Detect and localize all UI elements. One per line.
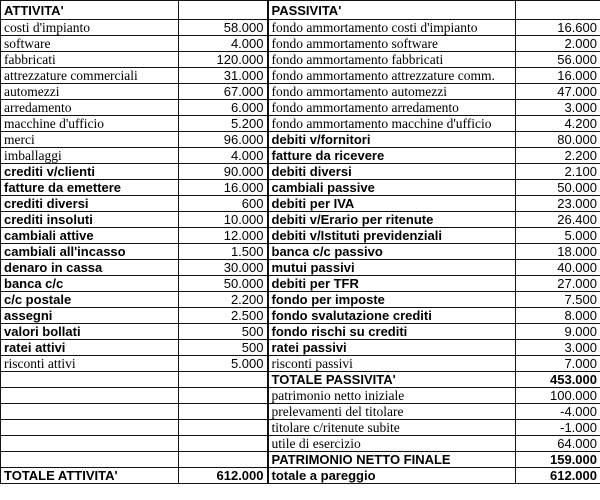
attivita-header: ATTIVITA' [1, 1, 179, 20]
attivita-label: automezzi [1, 84, 179, 100]
table-row [1, 420, 600, 436]
attivita-value [179, 420, 268, 436]
passivita-label: mutui passivi [268, 260, 516, 276]
attivita-value: 67.000 [179, 84, 268, 100]
passivita-label: debiti diversi [268, 164, 516, 180]
attivita-label: costi d'impianto [1, 20, 179, 36]
passivita-label: debiti v/Erario per ritenute [268, 212, 516, 228]
table-row [1, 212, 600, 228]
attivita-value: 5.200 [179, 116, 268, 132]
passivita-label: fondo ammortamento macchine d'ufficio [268, 116, 516, 132]
attivita-value: 2.500 [179, 308, 268, 324]
passivita-label: debiti v/Istituti previdenziali [268, 228, 516, 244]
passivita-label: patrimonio netto iniziale [268, 388, 516, 404]
attivita-label: macchine d'ufficio [1, 116, 179, 132]
passivita-label: totale a pareggio [268, 468, 516, 484]
attivita-label: TOTALE ATTIVITA' [1, 468, 179, 484]
passivita-label: debiti per TFR [268, 276, 516, 292]
passivita-label: fatture da ricevere [268, 148, 516, 164]
passivita-value: 3.000 [516, 100, 600, 116]
passivita-label: fondo svalutazione crediti [268, 308, 516, 324]
table-row [1, 196, 600, 212]
passivita-label: prelevamenti del titolare [268, 404, 516, 420]
passivita-label: debiti per IVA [268, 196, 516, 212]
passivita-label: banca c/c passivo [268, 244, 516, 260]
passivita-value: 47.000 [516, 84, 600, 100]
passivita-value: 8.000 [516, 308, 600, 324]
attivita-value: 31.000 [179, 68, 268, 84]
table-row [1, 244, 600, 260]
passivita-value: 64.000 [516, 436, 600, 452]
attivita-value [179, 372, 268, 388]
attivita-label: ratei attivi [1, 340, 179, 356]
attivita-value: 12.000 [179, 228, 268, 244]
attivita-value: 50.000 [179, 276, 268, 292]
passivita-value: 2.000 [516, 36, 600, 52]
table-row [1, 148, 600, 164]
table-row [1, 276, 600, 292]
passivita-value: 2.100 [516, 164, 600, 180]
passivita-value: 56.000 [516, 52, 600, 68]
attivita-label: assegni [1, 308, 179, 324]
attivita-value: 600 [179, 196, 268, 212]
attivita-label: banca c/c [1, 276, 179, 292]
attivita-label: risconti attivi [1, 356, 179, 372]
table-row [1, 100, 600, 116]
passivita-label: cambiali passive [268, 180, 516, 196]
passivita-value: 453.000 [516, 372, 600, 388]
attivita-label: cambiali all'incasso [1, 244, 179, 260]
attivita-label [1, 372, 179, 388]
passivita-value: 3.000 [516, 340, 600, 356]
table-row [1, 36, 600, 52]
attivita-label: software [1, 36, 179, 52]
empty-cell [516, 1, 600, 20]
attivita-value: 58.000 [179, 20, 268, 36]
attivita-value: 120.000 [179, 52, 268, 68]
table-row [1, 372, 600, 388]
table-row [1, 324, 600, 340]
table-row [1, 116, 600, 132]
passivita-value: 7.500 [516, 292, 600, 308]
passivita-value: 7.000 [516, 356, 600, 372]
attivita-label: c/c postale [1, 292, 179, 308]
attivita-value: 30.000 [179, 260, 268, 276]
attivita-value: 500 [179, 324, 268, 340]
attivita-value: 6.000 [179, 100, 268, 116]
table-row [1, 388, 600, 404]
passivita-label: fondo ammortamento costi d'impianto [268, 20, 516, 36]
table-row [1, 356, 600, 372]
table-row [1, 180, 600, 196]
passivita-value: 27.000 [516, 276, 600, 292]
passivita-value: 40.000 [516, 260, 600, 276]
attivita-label: imballaggi [1, 148, 179, 164]
passivita-value: 5.000 [516, 228, 600, 244]
table-row [1, 308, 600, 324]
passivita-header: PASSIVITA' [268, 1, 516, 20]
attivita-value: 10.000 [179, 212, 268, 228]
attivita-label: crediti v/clienti [1, 164, 179, 180]
header-row [1, 1, 600, 20]
table-row [1, 68, 600, 84]
passivita-label: fondo ammortamento software [268, 36, 516, 52]
table-row [1, 292, 600, 308]
table-row [1, 436, 600, 452]
passivita-label: fondo rischi su crediti [268, 324, 516, 340]
attivita-value: 5.000 [179, 356, 268, 372]
table-row [1, 260, 600, 276]
passivita-value: 23.000 [516, 196, 600, 212]
passivita-label: debiti v/fornitori [268, 132, 516, 148]
passivita-label: ratei passivi [268, 340, 516, 356]
table-row [1, 84, 600, 100]
table-row [1, 164, 600, 180]
passivita-label: TOTALE PASSIVITA' [268, 372, 516, 388]
passivita-value: -4.000 [516, 404, 600, 420]
table-row [1, 52, 600, 68]
table-row [1, 132, 600, 148]
attivita-label: arredamento [1, 100, 179, 116]
passivita-value: -1.000 [516, 420, 600, 436]
passivita-value: 80.000 [516, 132, 600, 148]
passivita-value: 26.400 [516, 212, 600, 228]
passivita-value: 100.000 [516, 388, 600, 404]
attivita-label: valori bollati [1, 324, 179, 340]
passivita-label: titolare c/ritenute subite [268, 420, 516, 436]
attivita-value: 16.000 [179, 180, 268, 196]
attivita-label [1, 404, 179, 420]
passivita-label: PATRIMONIO NETTO FINALE [268, 452, 516, 468]
attivita-value: 4.000 [179, 148, 268, 164]
passivita-label: risconti passivi [268, 356, 516, 372]
table-row [1, 404, 600, 420]
table-row [1, 452, 600, 468]
attivita-label: crediti diversi [1, 196, 179, 212]
passivita-value: 16.600 [516, 20, 600, 36]
attivita-label [1, 436, 179, 452]
attivita-label: fatture da emettere [1, 180, 179, 196]
passivita-value: 2.200 [516, 148, 600, 164]
attivita-value [179, 404, 268, 420]
table-row [1, 228, 600, 244]
passivita-label: fondo ammortamento attrezzature comm. [268, 68, 516, 84]
passivita-value: 612.000 [516, 468, 600, 484]
table-row [1, 20, 600, 36]
attivita-label: crediti insoluti [1, 212, 179, 228]
attivita-value: 96.000 [179, 132, 268, 148]
attivita-value: 1.500 [179, 244, 268, 260]
attivita-value [179, 436, 268, 452]
attivita-label: denaro in cassa [1, 260, 179, 276]
attivita-value: 612.000 [179, 468, 268, 484]
passivita-value: 159.000 [516, 452, 600, 468]
table-row [1, 340, 600, 356]
attivita-label: attrezzature commerciali [1, 68, 179, 84]
passivita-value: 18.000 [516, 244, 600, 260]
attivita-value [179, 388, 268, 404]
attivita-value: 90.000 [179, 164, 268, 180]
attivita-value: 2.200 [179, 292, 268, 308]
attivita-value: 500 [179, 340, 268, 356]
passivita-value: 16.000 [516, 68, 600, 84]
passivita-value: 4.200 [516, 116, 600, 132]
passivita-label: fondo ammortamento arredamento [268, 100, 516, 116]
attivita-label: cambiali attive [1, 228, 179, 244]
attivita-label: fabbricati [1, 52, 179, 68]
attivita-value [179, 452, 268, 468]
passivita-label: fondo per imposte [268, 292, 516, 308]
table-row [1, 468, 600, 484]
empty-cell [179, 1, 268, 20]
attivita-label [1, 452, 179, 468]
passivita-label: fondo ammortamento fabbricati [268, 52, 516, 68]
attivita-label: merci [1, 132, 179, 148]
attivita-value: 4.000 [179, 36, 268, 52]
passivita-label: utile di esercizio [268, 436, 516, 452]
attivita-label [1, 388, 179, 404]
passivita-label: fondo ammortamento automezzi [268, 84, 516, 100]
passivita-value: 9.000 [516, 324, 600, 340]
attivita-label [1, 420, 179, 436]
passivita-value: 50.000 [516, 180, 600, 196]
